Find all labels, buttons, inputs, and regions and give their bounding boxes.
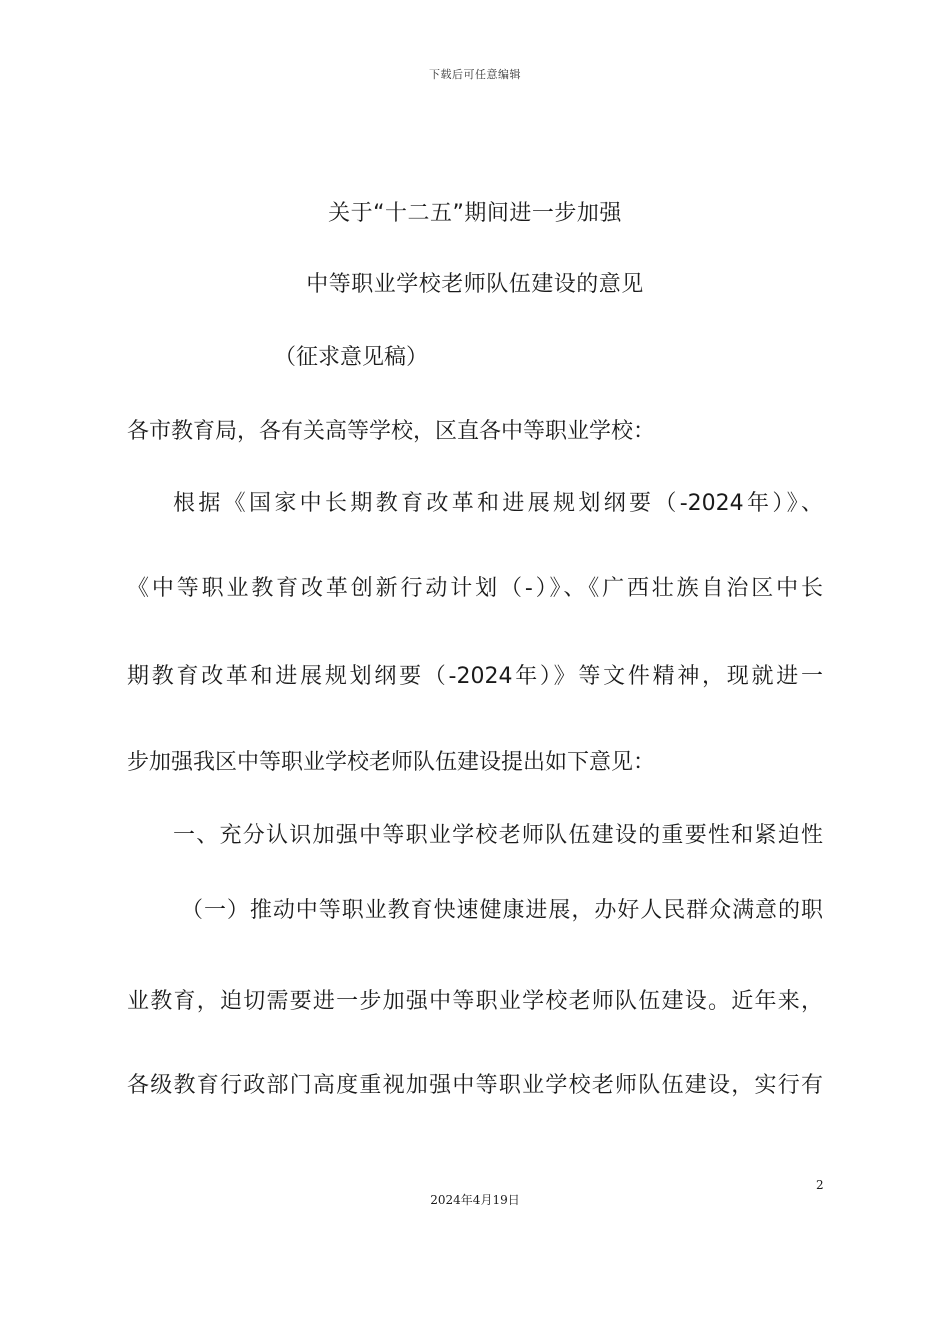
document-title-line-2: 中等职业学校老师队伍建设的意见	[306, 272, 644, 297]
body-line: 根据《国家中长期教育改革和进展规划纲要（-2024年）》、	[173, 491, 823, 516]
page-header-note: 下载后可任意编辑	[429, 68, 521, 81]
salutation-line: 各市教育局，各有关高等学校，区直各中等职业学校：	[127, 419, 656, 444]
body-line: 《中等职业教育改革创新行动计划（-）》、《广西壮族自治区中长	[127, 576, 823, 601]
body-line: 期教育改革和进展规划纲要（-2024年）》等文件精神，现就进一	[127, 664, 823, 689]
page-number: 2	[816, 1178, 824, 1192]
body-line: 各级教育行政部门高度重视加强中等职业学校老师队伍建设，实行有	[127, 1073, 823, 1098]
draft-label: （征求意见稿）	[274, 345, 429, 370]
section-heading: 一、充分认识加强中等职业学校老师队伍建设的重要性和紧迫性	[173, 823, 823, 848]
document-title-line-1: 关于“十二五”期间进一步加强	[328, 201, 622, 226]
footer-date: 2024年4月19日	[430, 1193, 520, 1207]
body-line: （一）推动中等职业教育快速健康进展，办好人民群众满意的职	[181, 898, 823, 923]
body-line: 步加强我区中等职业学校老师队伍建设提出如下意见：	[127, 750, 656, 775]
body-line: 业教育，迫切需要进一步加强中等职业学校老师队伍建设。近年来，	[127, 989, 823, 1014]
